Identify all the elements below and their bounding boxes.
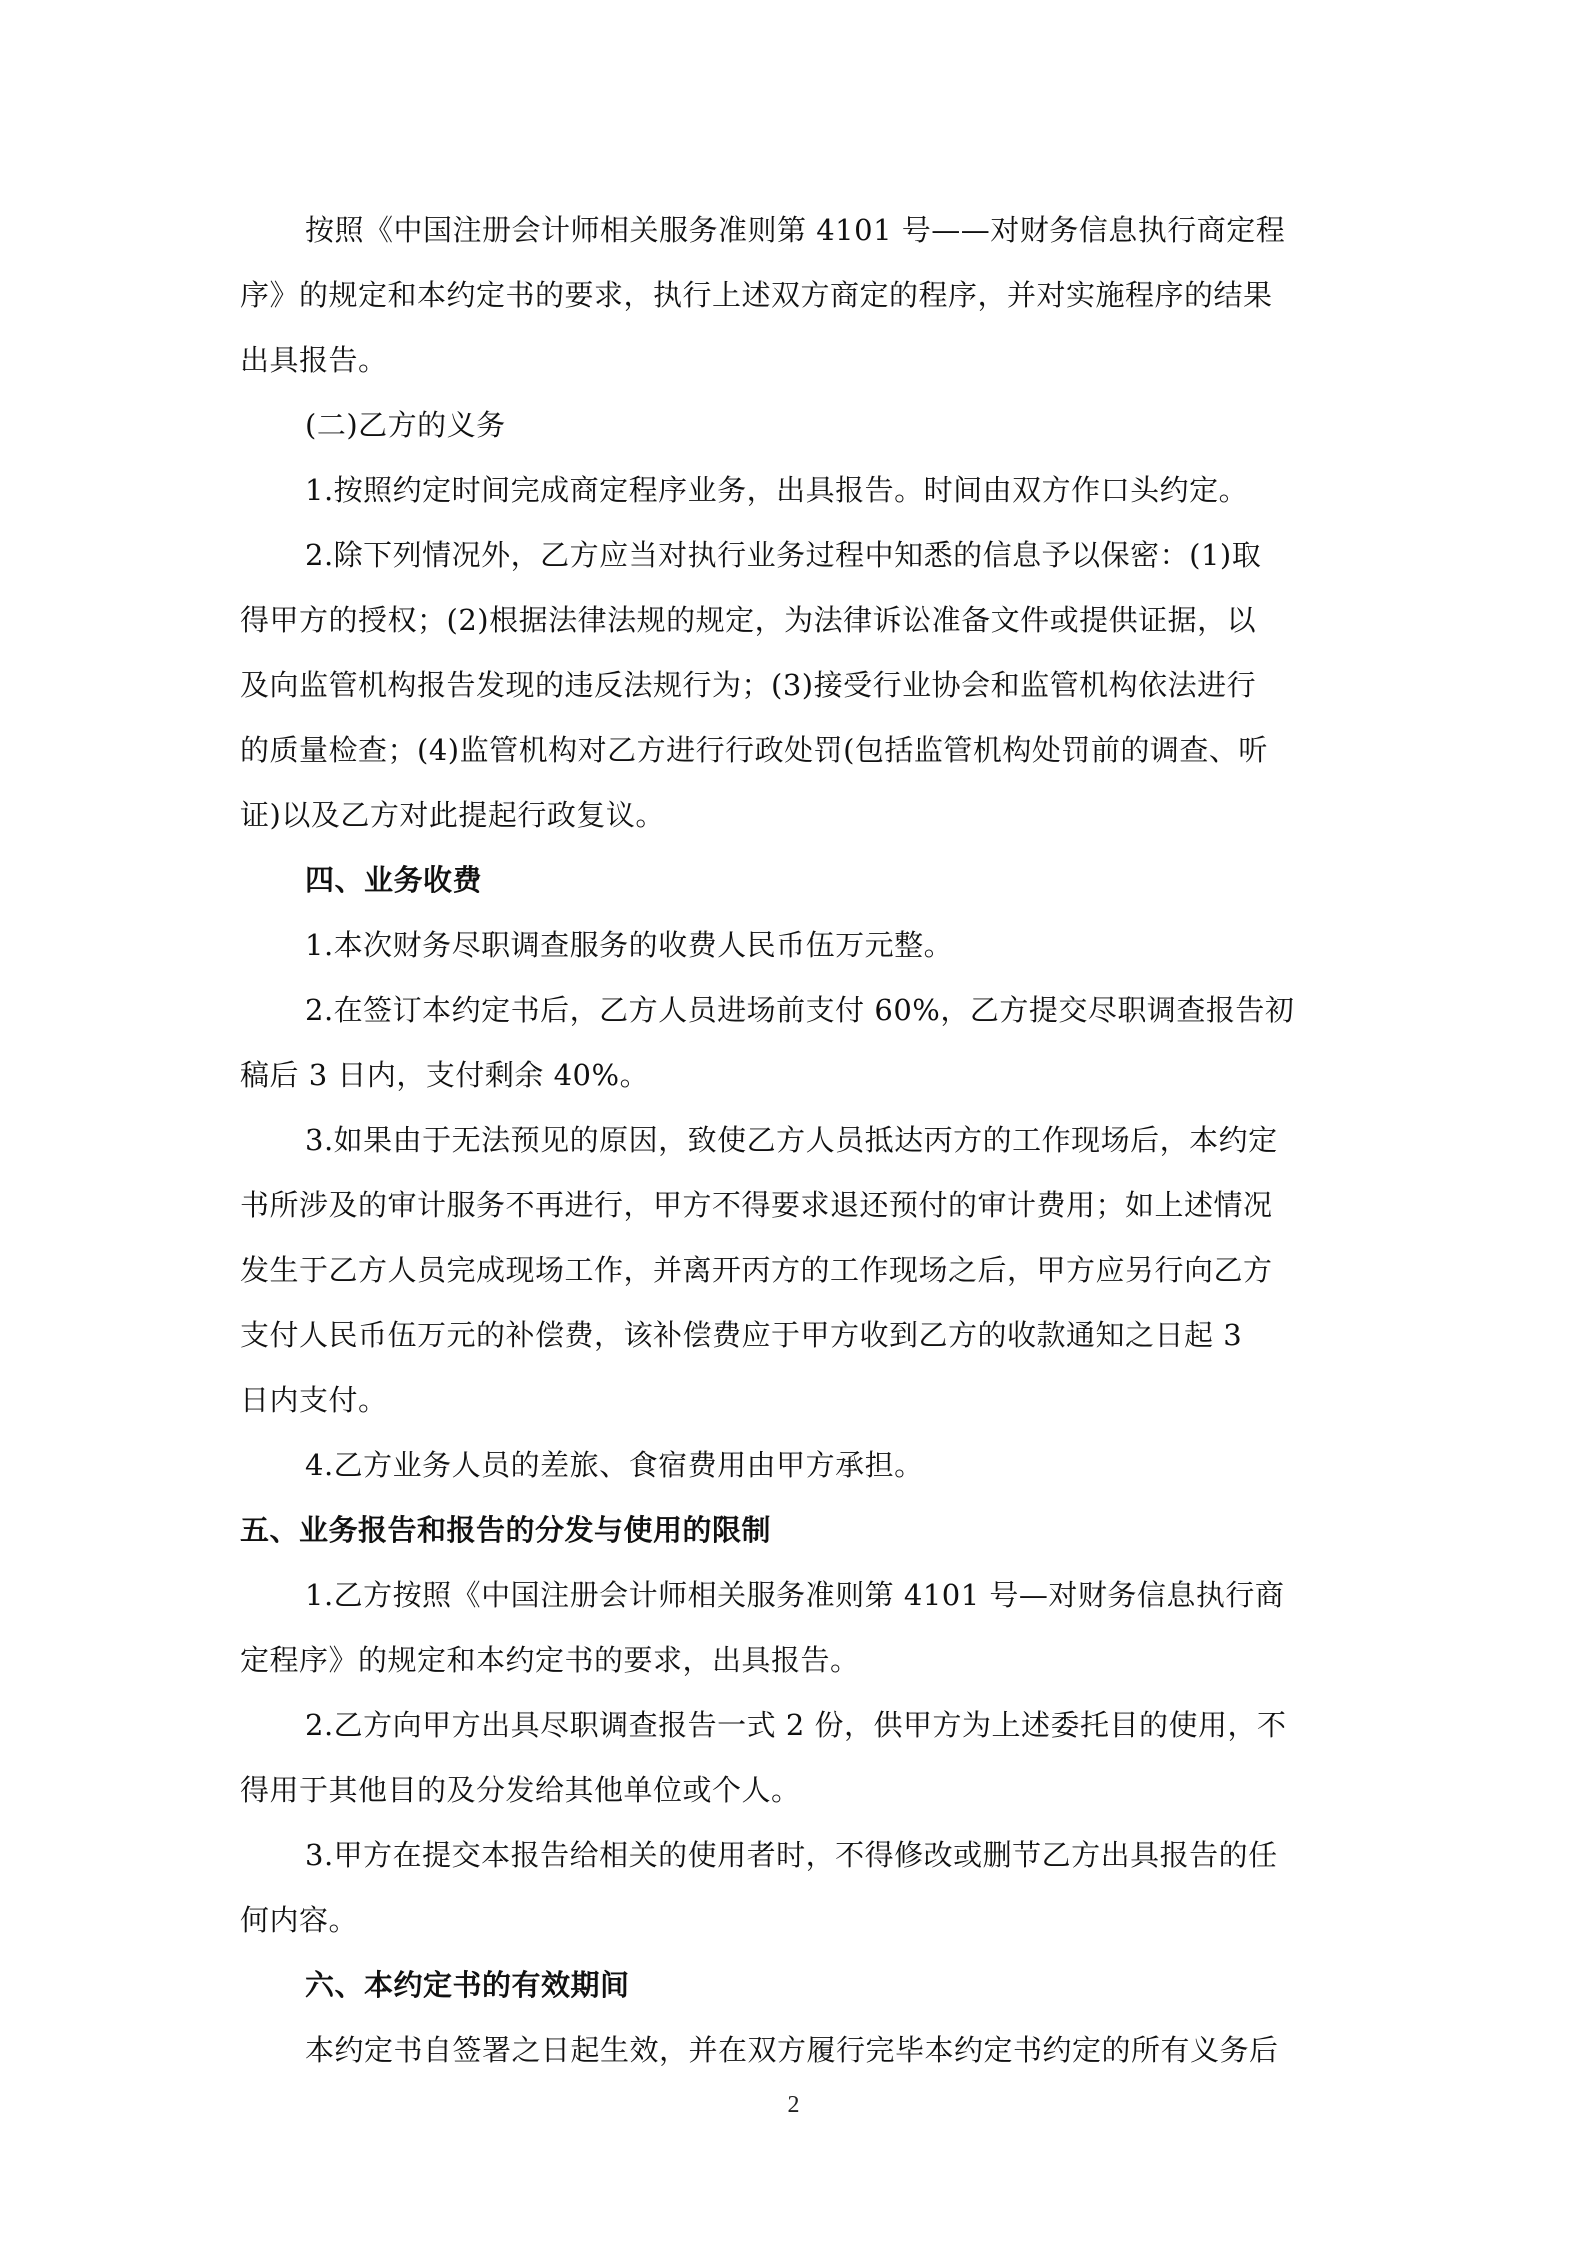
paragraph-line: 书所涉及的审计服务不再进行，甲方不得要求退还预付的审计费用；如上述情况 (240, 1188, 1273, 1222)
paragraph-line: 3.甲方在提交本报告给相关的使用者时，不得修改或删节乙方出具报告的任 (305, 1838, 1278, 1872)
subsection-heading: (二)乙方的义务 (305, 408, 506, 442)
paragraph-line: 1.本次财务尽职调查服务的收费人民币伍万元整。 (305, 928, 954, 962)
paragraph-line: 按照《中国注册会计师相关服务准则第 4101 号——对财务信息执行商定程 (305, 213, 1286, 247)
paragraph-line: 2.除下列情况外，乙方应当对执行业务过程中知悉的信息予以保密：(1)取 (305, 538, 1262, 572)
paragraph-line: 证)以及乙方对此提起行政复议。 (240, 798, 665, 832)
paragraph-line: 3.如果由于无法预见的原因，致使乙方人员抵达丙方的工作现场后，本约定 (305, 1123, 1278, 1157)
paragraph-line: 1.按照约定时间完成商定程序业务，出具报告。时间由双方作口头约定。 (305, 473, 1249, 507)
paragraph-line: 2.在签订本约定书后，乙方人员进场前支付 60%，乙方提交尽职调查报告初 (305, 993, 1295, 1027)
section-heading: 五、业务报告和报告的分发与使用的限制 (240, 1513, 772, 1547)
paragraph-line: 1.乙方按照《中国注册会计师相关服务准则第 4101 号—对财务信息执行商 (305, 1578, 1285, 1612)
page-number: 2 (787, 2092, 800, 2118)
paragraph-line: 何内容。 (240, 1903, 359, 1937)
paragraph-line: 得用于其他目的及分发给其他单位或个人。 (240, 1773, 801, 1807)
paragraph-line: 支付人民币伍万元的补偿费，该补偿费应于甲方收到乙方的收款通知之日起 3 (240, 1318, 1243, 1352)
paragraph-line: 及向监管机构报告发现的违反法规行为；(3)接受行业协会和监管机构依法进行 (240, 668, 1257, 702)
paragraph-line: 2.乙方向甲方出具尽职调查报告一式 2 份，供甲方为上述委托目的使用，不 (305, 1708, 1287, 1742)
paragraph-line: 稿后 3 日内，支付剩余 40%。 (240, 1058, 650, 1092)
paragraph-line: 发生于乙方人员完成现场工作，并离开丙方的工作现场之后，甲方应另行向乙方 (240, 1253, 1273, 1287)
paragraph-line: 定程序》的规定和本约定书的要求，出具报告。 (240, 1643, 860, 1677)
section-heading: 六、本约定书的有效期间 (305, 1968, 630, 2002)
paragraph-line: 出具报告。 (240, 343, 388, 377)
paragraph-line: 4.乙方业务人员的差旅、食宿费用由甲方承担。 (305, 1448, 924, 1482)
section-heading: 四、业务收费 (305, 863, 483, 897)
paragraph-line: 序》的规定和本约定书的要求，执行上述双方商定的程序，并对实施程序的结果 (240, 278, 1273, 312)
paragraph-line: 日内支付。 (240, 1383, 388, 1417)
paragraph-line: 本约定书自签署之日起生效，并在双方履行完毕本约定书约定的所有义务后 (305, 2033, 1279, 2067)
paragraph-line: 的质量检查；(4)监管机构对乙方进行行政处罚(包括监管机构处罚前的调查、听 (240, 733, 1268, 767)
paragraph-line: 得甲方的授权；(2)根据法律法规的规定，为法律诉讼准备文件或提供证据，以 (240, 603, 1257, 637)
